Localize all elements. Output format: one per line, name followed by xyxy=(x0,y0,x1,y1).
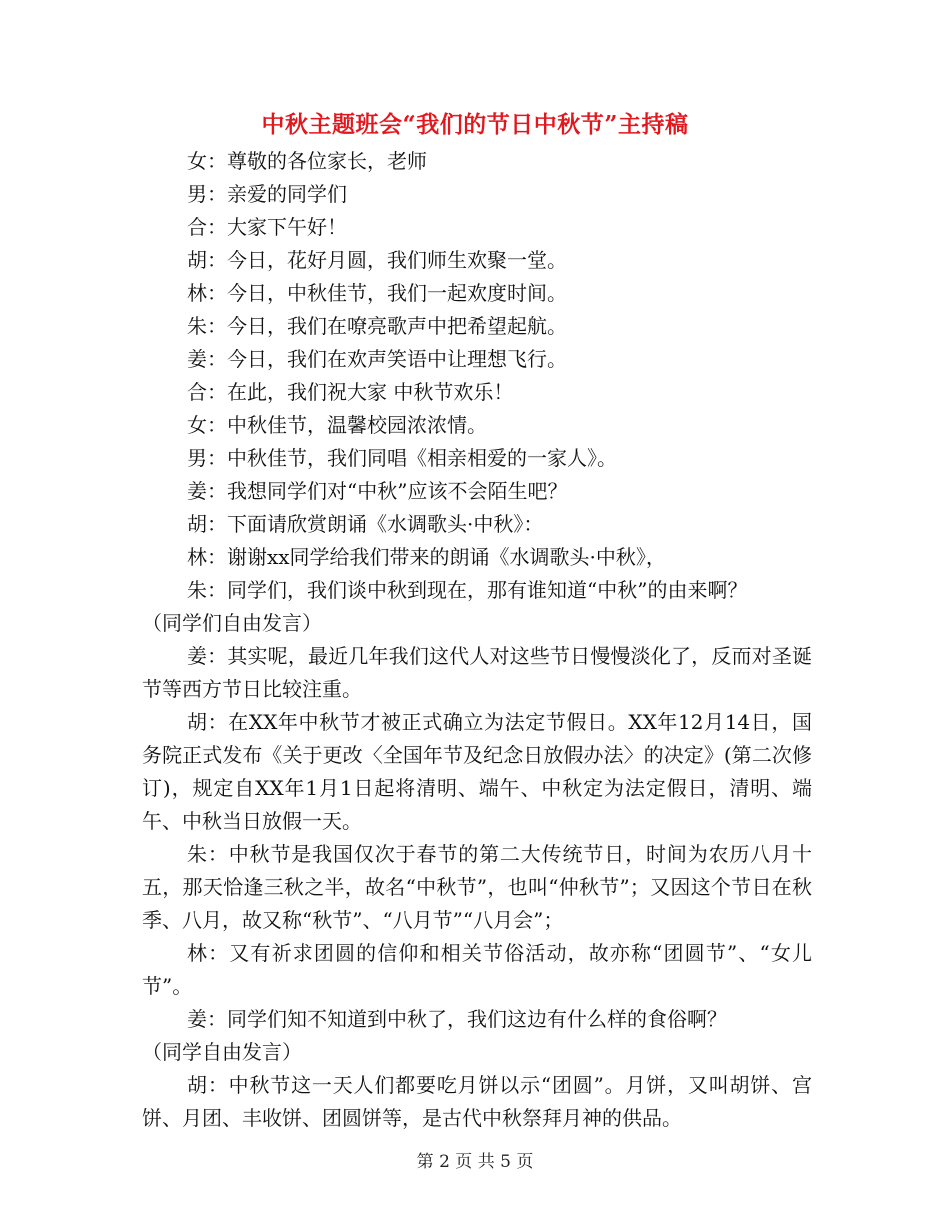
paragraph: 男：亲爱的同学们 xyxy=(187,182,347,206)
page-footer: 第 2 页 共 5 页 xyxy=(416,1152,534,1172)
paragraph: 合：在此，我们祝大家 中秋节欢乐！ xyxy=(187,380,514,404)
paragraph: 林：今日，中秋佳节，我们一起欢度时间。 xyxy=(187,281,567,305)
paragraph: 林：谢谢xx同学给我们带来的朗诵《水调歌头·中秋》， xyxy=(187,545,666,569)
paragraph: 男：中秋佳节，我们同唱《相亲相爱的一家人》。 xyxy=(187,446,617,470)
paragraph: 女：中秋佳节，温馨校园浓浓情。 xyxy=(187,413,487,437)
paragraph: 朱：今日，我们在嘹亮歌声中把希望起航。 xyxy=(187,314,567,338)
paragraph: 朱：同学们，我们谈中秋到现在，那有谁知道“中秋”的由来啊？ xyxy=(187,578,748,602)
paragraph: 姜：今日，我们在欢声笑语中让理想飞行。 xyxy=(187,347,567,371)
document-body xyxy=(142,145,812,1135)
paragraph: 胡：中秋节这一天人们都要吃月饼以示“团圆”。月饼，又叫胡饼、宫饼、月团、丰收饼、团圆饼等，是古代中秋祭拜月神的供品。 xyxy=(142,1073,812,1130)
paragraph: 合：大家下午好！ xyxy=(187,215,347,239)
paragraph: 朱：中秋节是我国仅次于春节的第二大传统节日，时间为农历八月十五，那天恰逢三秋之半，故名“中秋节”，也叫“仲秋节”；又因这个节日在秋季、八月，故又称“秋节”、“八月节”“八月会”； xyxy=(142,842,812,932)
stage-direction: （同学们自由发言） xyxy=(142,611,322,635)
paragraph: 林：又有祈求团圆的信仰和相关节俗活动，故亦称“团圆节”、“女儿节”。 xyxy=(142,941,812,998)
paragraph: 胡：在XX年中秋节才被正式确立为法定节假日。XX年12月14日，国务院正式发布《关于更改〈全国年节及纪念日放假办法〉的决定》(第二次修订)，规定自XX年1月1日起将清明、端午、中秋定为法定假日，清明、端午、中秋当日放假一天。 xyxy=(142,710,812,833)
document-title: 中秋主题班会“我们的节日中秋节”主持稿 xyxy=(261,111,689,138)
paragraph: 姜：我想同学们对“中秋”应该不会陌生吧？ xyxy=(187,479,568,503)
paragraph: 姜：其实呢，最近几年我们这代人对这些节日慢慢淡化了，反而对圣诞节等西方节日比较注重。 xyxy=(142,644,812,701)
paragraph: 姜：同学们知不知道到中秋了，我们这边有什么样的食俗啊？ xyxy=(187,1007,727,1031)
paragraph: 胡：今日，花好月圆，我们师生欢聚一堂。 xyxy=(187,248,567,272)
stage-direction: （同学自由发言） xyxy=(142,1040,302,1064)
paragraph: 胡：下面请欣赏朗诵《水调歌头·中秋》： xyxy=(187,512,544,536)
paragraph: 女：尊敬的各位家长，老师 xyxy=(187,149,427,173)
